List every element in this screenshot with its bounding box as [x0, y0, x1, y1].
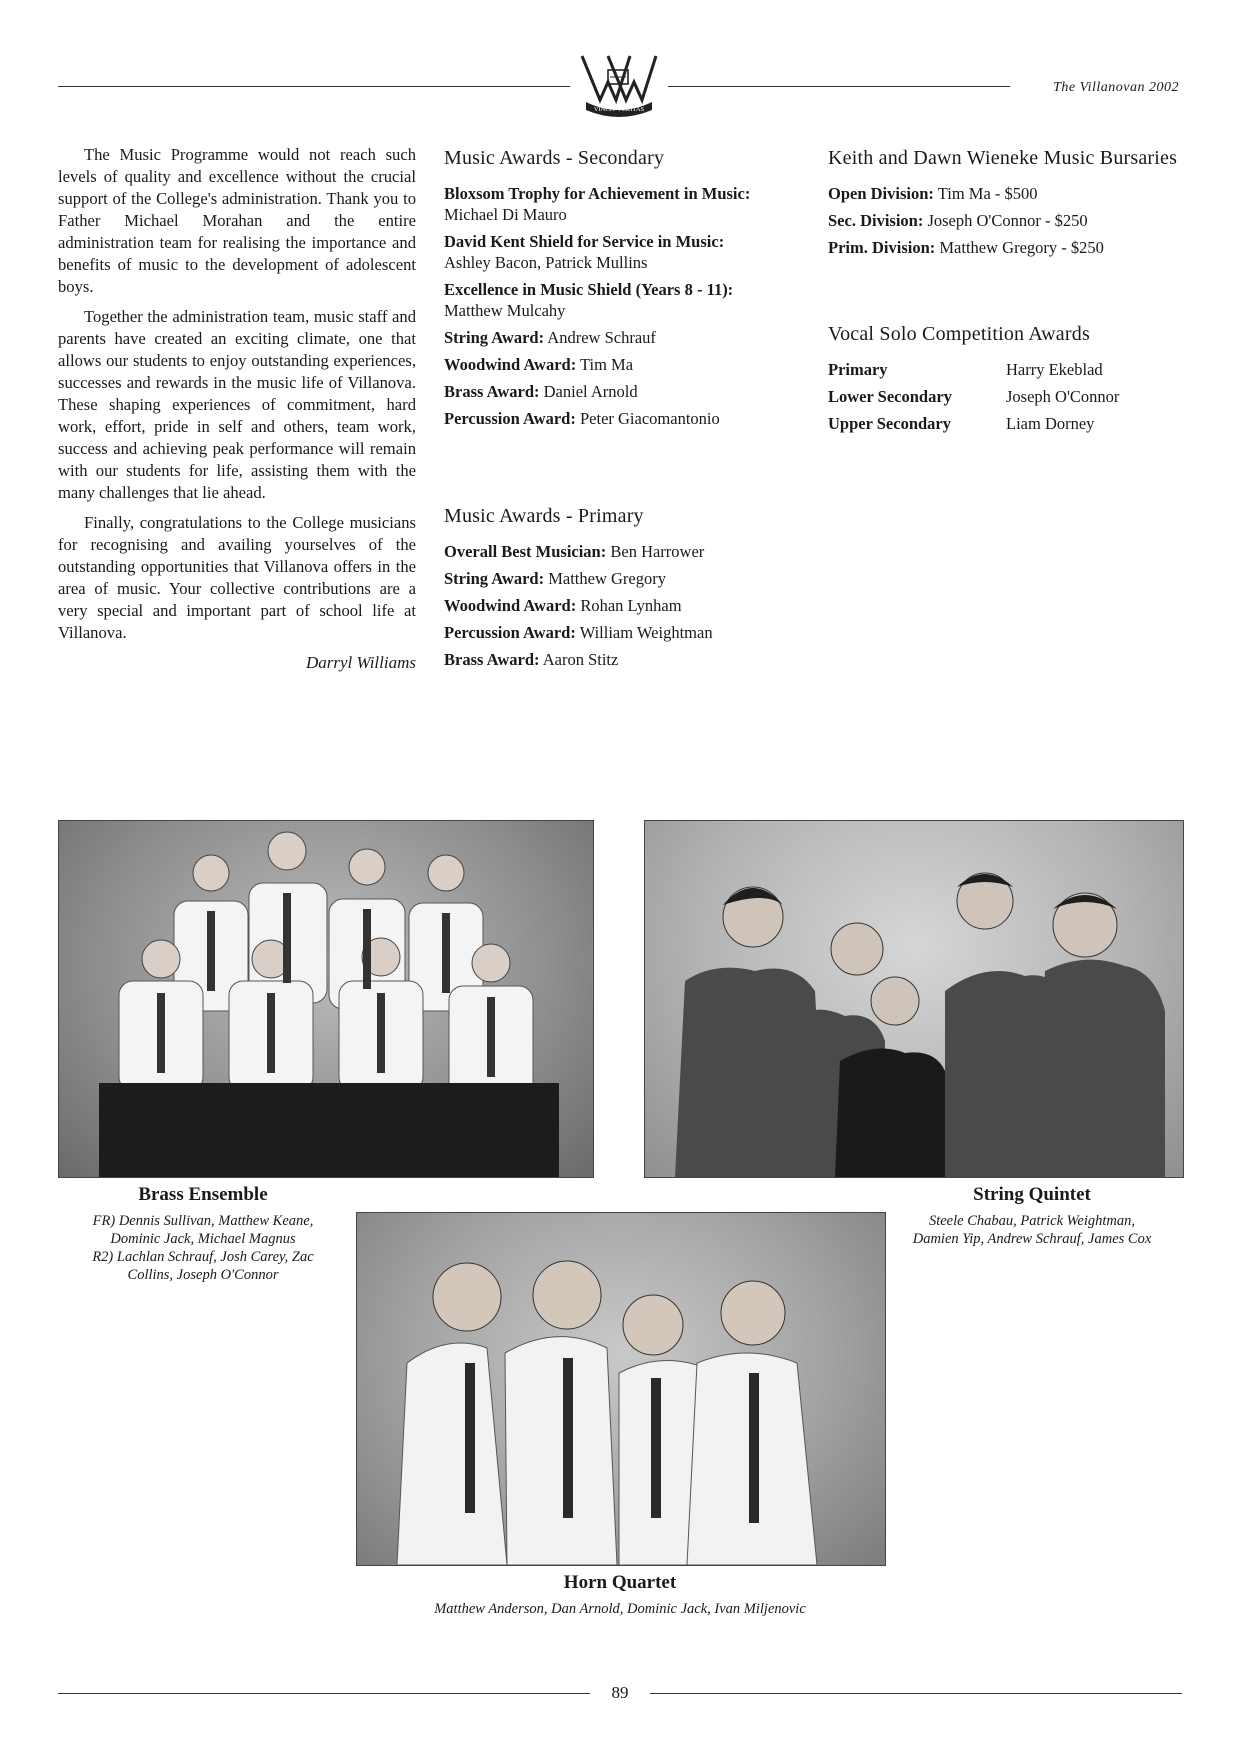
horn-quartet-photo — [356, 1212, 886, 1566]
string-quintet-figures — [645, 821, 1183, 1177]
vocal-row — [828, 413, 1188, 434]
award-name: Excellence in Music Shield (Years 8 - 11): — [444, 280, 734, 299]
vocal-winner: Joseph O'Connor — [1006, 387, 1120, 406]
caption-line: R2) Lachlan Schrauf, Josh Carey, Zac — [92, 1249, 314, 1265]
vocal-row — [828, 386, 1188, 407]
brass-ensemble-caption — [58, 1184, 348, 1284]
footer-rule-right — [650, 1693, 1182, 1694]
caption-line: Steele Chabau, Patrick Weightman, — [928, 1213, 1136, 1229]
caption-line: Damien Yip, Andrew Schrauf, James Cox — [912, 1231, 1152, 1247]
secondary-awards — [444, 146, 810, 435]
brass-ensemble-photo — [58, 820, 594, 1178]
bursary-item — [828, 210, 1188, 231]
award-winner: Tim Ma — [580, 355, 634, 374]
caption-title: String Quintet — [973, 1184, 1091, 1205]
vocal-winner: Liam Dorney — [1006, 414, 1095, 433]
bursary-recipient: Matthew Gregory - $250 — [939, 238, 1104, 257]
award-name: Percussion Award: — [444, 409, 576, 428]
running-head: The Villanovan 2002 — [1053, 80, 1179, 95]
award-winner: Peter Giacomantonio — [579, 409, 720, 428]
bursaries-heading: Keith and Dawn Wieneke Music Bursaries — [828, 147, 1178, 169]
bursary-division: Prim. Division: — [828, 238, 936, 257]
horn-quartet-caption — [356, 1572, 884, 1618]
bursaries — [828, 146, 1188, 264]
caption-title: Horn Quartet — [563, 1572, 677, 1593]
vocal-row — [828, 359, 1188, 380]
award-item — [444, 408, 810, 429]
vocal-winner: Harry Ekeblad — [1006, 360, 1103, 379]
award-winner: Michael Di Mauro — [444, 205, 567, 224]
award-winner: William Weightman — [579, 623, 713, 642]
award-item — [444, 541, 810, 562]
award-winner: Andrew Schrauf — [547, 328, 656, 347]
award-winner: Matthew Mulcahy — [444, 301, 566, 320]
award-item — [444, 381, 810, 402]
bursary-division: Open Division: — [828, 184, 934, 203]
award-name: Percussion Award: — [444, 623, 576, 642]
author-signature: Darryl Williams — [305, 653, 416, 672]
string-quintet-caption — [872, 1184, 1192, 1248]
vocal-awards — [828, 322, 1188, 440]
caption-line: Collins, Joseph O'Connor — [127, 1267, 279, 1283]
caption-names — [58, 1212, 348, 1284]
logo-motto: VINCIT VERITAS — [593, 106, 645, 113]
primary-heading: Music Awards - Primary — [444, 505, 644, 527]
intro-text — [58, 144, 416, 674]
award-item — [444, 354, 810, 375]
string-quintet-photo — [644, 820, 1184, 1178]
award-item — [444, 183, 810, 225]
college-logo — [578, 52, 660, 118]
vocal-heading: Vocal Solo Competition Awards — [828, 323, 1090, 345]
vocal-section: Lower Secondary — [828, 387, 952, 406]
award-item — [444, 231, 810, 273]
award-name: Woodwind Award: — [444, 355, 577, 374]
intro-paragraph: The Music Programme would not reach such levels of quality and excellence without the crucial support of the College's administration. Thank you to Father Michael Morahan and the entire administration team for realising the importance and benefits of music to the development of adolescent boys. — [58, 145, 416, 296]
award-winner: Aaron Stitz — [542, 650, 619, 669]
page-number: 89 — [611, 1683, 629, 1702]
award-winner: Matthew Gregory — [548, 569, 666, 588]
award-name: David Kent Shield for Service in Music: — [444, 232, 725, 251]
award-name: Overall Best Musician: — [444, 542, 607, 561]
caption-title: Brass Ensemble — [138, 1184, 268, 1205]
intro-paragraph: Together the administration team, music staff and parents have created an exciting climate, one that allows our students to enjoy outstanding experiences, successes and rewards in the music life of Villanova. These shaping experiences of commitment, hard work, effort, pride in self and others, team work, success and achieving peak performance will remain with our students for life, assisting them with the many challenges that lie ahead. — [58, 307, 416, 502]
secondary-heading: Music Awards - Secondary — [444, 147, 665, 169]
caption-line: Matthew Anderson, Dan Arnold, Dominic Jack, Ivan Miljenovic — [434, 1601, 806, 1617]
award-winner: Ashley Bacon, Patrick Mullins — [444, 253, 648, 272]
intro-paragraph: Finally, congratulations to the College musicians for recognising and availing yourselves of the outstanding opportunities that Villanova offers in the area of music. Your collective contributions are a very special and important part of school life at Villanova. — [58, 513, 416, 642]
bursary-recipient: Tim Ma - $500 — [937, 184, 1038, 203]
caption-line: Dominic Jack, Michael Magnus — [110, 1231, 296, 1247]
award-winner: Ben Harrower — [610, 542, 705, 561]
award-name: String Award: — [444, 328, 545, 347]
award-item — [444, 622, 810, 643]
bursary-item — [828, 237, 1188, 258]
brass-ensemble-figures — [59, 821, 593, 1177]
award-winner: Rohan Lynham — [580, 596, 682, 615]
award-item — [444, 279, 810, 321]
bursary-recipient: Joseph O'Connor - $250 — [927, 211, 1088, 230]
horn-quartet-figures — [357, 1213, 885, 1565]
award-winner: Daniel Arnold — [543, 382, 638, 401]
award-name: Woodwind Award: — [444, 596, 577, 615]
award-item — [444, 327, 810, 348]
header-rule-left — [58, 86, 570, 87]
award-item — [444, 595, 810, 616]
caption-names — [356, 1600, 884, 1618]
caption-line: FR) Dennis Sullivan, Matthew Keane, — [92, 1213, 314, 1229]
bursary-division: Sec. Division: — [828, 211, 924, 230]
header-rule-right — [668, 86, 1010, 87]
award-name: Brass Award: — [444, 650, 540, 669]
vocal-section: Upper Secondary — [828, 414, 951, 433]
award-item — [444, 568, 810, 589]
award-name: Bloxsom Trophy for Achievement in Music: — [444, 184, 751, 203]
award-name: String Award: — [444, 569, 545, 588]
bursary-item — [828, 183, 1188, 204]
award-name: Brass Award: — [444, 382, 540, 401]
caption-names — [872, 1212, 1192, 1248]
footer-rule-left — [58, 1693, 590, 1694]
primary-awards — [444, 504, 810, 676]
vocal-section: Primary — [828, 360, 888, 379]
award-item — [444, 649, 810, 670]
